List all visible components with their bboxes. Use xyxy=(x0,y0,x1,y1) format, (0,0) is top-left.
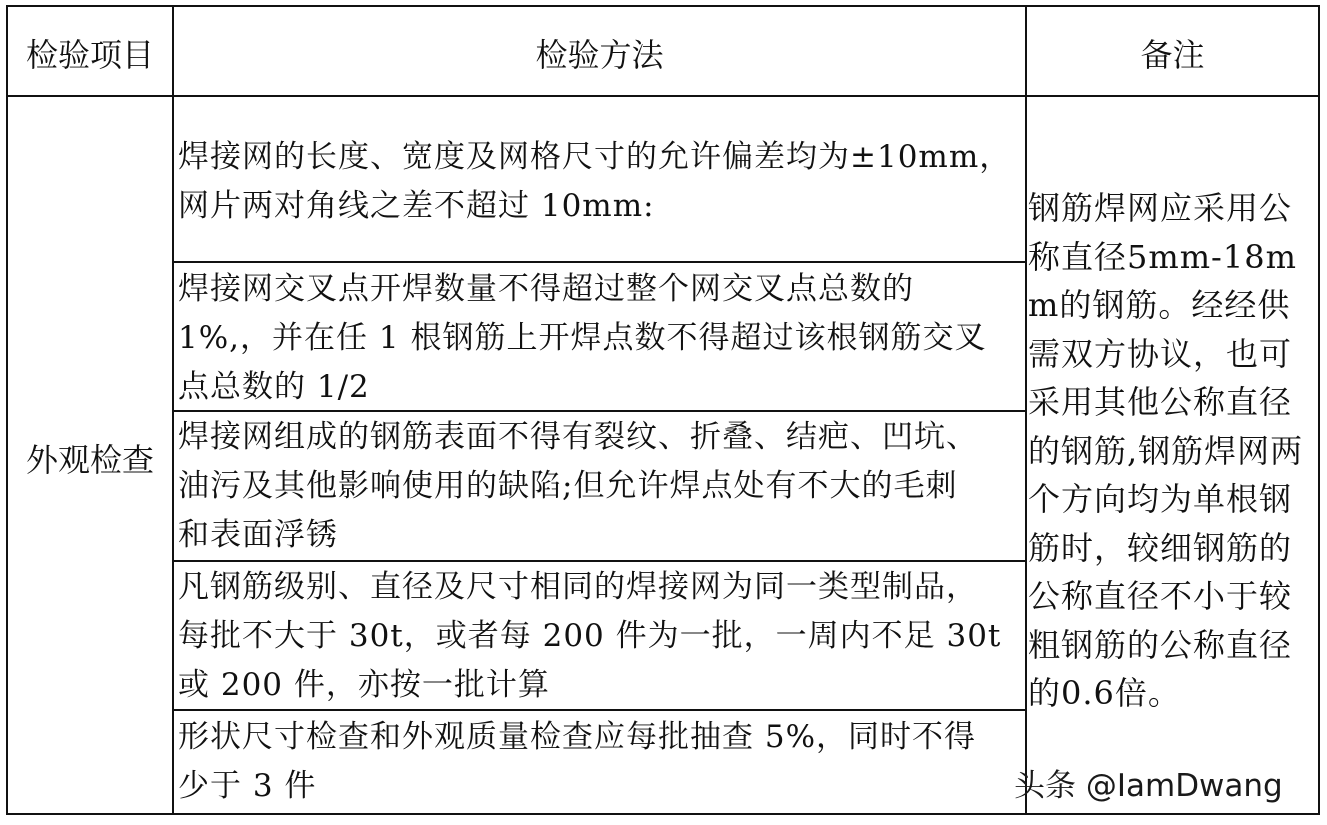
border-left xyxy=(6,5,8,815)
item-label: 外观检查 xyxy=(25,441,154,479)
method-line: 焊接网交叉点开焊数量不得超过整个网交叉点总数的 xyxy=(178,271,914,307)
method-line: 网片两对角线之差不超过 10mm: xyxy=(178,188,655,224)
row-divider-3 xyxy=(173,560,1026,562)
method-row-2 xyxy=(178,265,1023,412)
watermark: 头条 @IamDwang xyxy=(1014,768,1283,804)
method-line: 焊接网组成的钢筋表面不得有裂纹、折叠、结疤、凹坑、 xyxy=(178,419,978,455)
border-bottom xyxy=(6,813,1320,815)
remark-text: 钢筋焊网应采用公称直径5mm-18mm的钢筋。经经供需双方协议，也可采用其他公称直径的钢筋,钢筋焊网两个方向均为单根钢筋时，较细钢筋的公称直径不小于较粗钢筋的公称直径的0.6倍。 xyxy=(1028,189,1304,712)
method-line: 1%,，并在任 1 根钢筋上开焊点数不得超过该根钢筋交叉 xyxy=(178,320,987,356)
method-line: 少于 3 件 xyxy=(178,768,317,804)
method-line: 每批不大于 30t，或者每 200 件为一批，一周内不足 30t xyxy=(178,618,1002,654)
method-line: 油污及其他影响使用的缺陷;但允许焊点处有不大的毛刺 xyxy=(178,468,958,504)
method-row-4 xyxy=(178,563,1023,710)
method-line: 形状尺寸检查和外观质量检查应每批抽查 5%，同时不得 xyxy=(178,719,977,755)
border-header-bottom xyxy=(6,95,1320,97)
border-top xyxy=(6,5,1320,7)
method-line: 或 200 件，亦按一批计算 xyxy=(178,667,550,703)
method-line: 凡钢筋级别、直径及尺寸相同的焊接网为同一类型制品， xyxy=(178,569,978,605)
header-item: 检验项目 xyxy=(25,36,154,74)
method-line: 和表面浮锈 xyxy=(178,517,338,553)
method-line: 点总数的 1/2 xyxy=(178,369,370,405)
row-divider-1 xyxy=(173,261,1026,263)
method-line: 焊接网的长度、宽度及网格尺寸的允许偏差均为±10mm， xyxy=(178,139,1012,175)
method-row-3 xyxy=(178,413,1023,560)
header-method: 检验方法 xyxy=(535,36,664,74)
header-remark: 备注 xyxy=(1140,36,1205,74)
method-row-1 xyxy=(178,133,1023,231)
method-row-5 xyxy=(178,713,1023,811)
